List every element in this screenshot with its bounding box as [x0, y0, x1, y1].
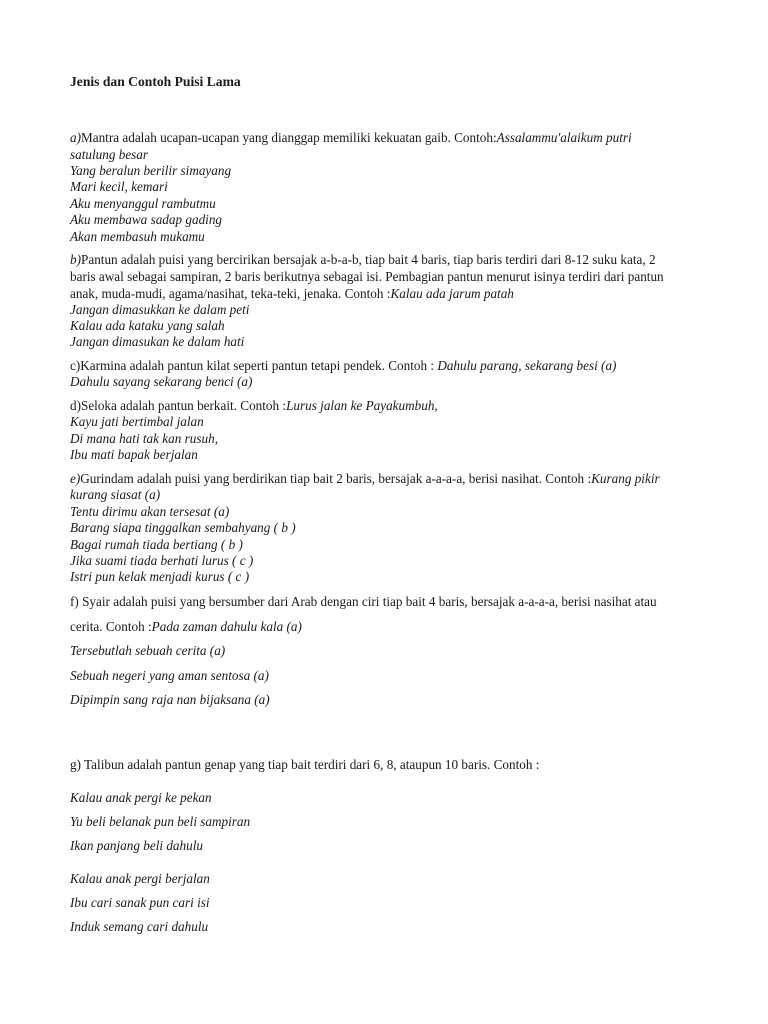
pantun-definition: [70, 252, 710, 268]
pantun-line: Jangan dimasukan ke dalam hati: [70, 334, 245, 349]
mantra-definition: [70, 130, 710, 146]
talibun-definition: g) Talibun adalah pantun genap yang tiap bait terdiri dari 6, 8, ataupun 10 baris. Contoh :: [70, 757, 540, 772]
seloka-line: Kayu jati bertimbal jalan: [70, 414, 204, 429]
karmina-example-start: Dahulu parang, sekarang besi (a): [437, 358, 617, 373]
gurindam-line: Bagai rumah tiada bertiang ( b ): [70, 537, 243, 552]
mantra-line: Akan membasuh mukamu: [70, 229, 205, 244]
talibun-line: Induk semang cari dahulu: [70, 919, 209, 934]
talibun-line: Yu beli belanak pun beli sampiran: [70, 814, 251, 829]
gurindam-definition: e)Gurindam adalah puisi yang berdirikan tiap bait 2 baris, bersajak a-a-a-a, berisi nasihat. Contoh :Kurang pikir: [70, 471, 660, 486]
syair-text-line: cerita. Contoh :Pada zaman dahulu kala (a): [70, 619, 302, 634]
pantun-marker: b): [70, 252, 81, 267]
talibun-line: Ibu cari sanak pun cari isi: [70, 895, 210, 910]
syair-line: Dipimpin sang raja nan bijaksana (a): [70, 692, 270, 707]
mantra-marker: a): [70, 130, 81, 145]
karmina-definition: c)Karmina adalah pantun kilat seperti pantun tetapi pendek. Contoh : Dahulu parang, sekarang besi (a): [70, 358, 617, 373]
mantra-text: Mantra adalah ucapan-ucapan yang dianggap memiliki kekuatan gaib. Contoh:: [81, 130, 497, 145]
pantun-text: Pantun adalah puisi yang bercirikan bersajak a-b-a-b, tiap bait 4 baris, tiap baris terdiri dari 8-12 suku kata, 2: [81, 252, 656, 267]
mantra-line: satulung besar: [70, 147, 149, 162]
mantra-line: Yang beralun berilir simayang: [70, 163, 232, 178]
gurindam-marker: e): [70, 471, 81, 486]
syair-example-start: Pada zaman dahulu kala (a): [151, 619, 302, 634]
gurindam-example-start: Kurang pikir: [591, 471, 660, 486]
syair-definition: f) Syair adalah puisi yang bersumber dari Arab dengan ciri tiap bait 4 baris, bersajak a-a-a-a, berisi nasihat atau: [70, 594, 657, 609]
pantun-text-line: baris awal sebagai sampiran, 2 baris berikutnya sebagai isi. Pembagian pantun menurut isinya terdiri dari pantun: [70, 269, 664, 284]
pantun-line: Kalau ada kataku yang salah: [70, 318, 225, 333]
talibun-line: Ikan panjang beli dahulu: [70, 838, 203, 853]
mantra-line: Mari kecil, kemari: [70, 179, 168, 194]
seloka-definition: d)Seloka adalah pantun berkait. Contoh :Lurus jalan ke Payakumbuh,: [70, 398, 438, 413]
syair-line: Tersebutlah sebuah cerita (a): [70, 643, 226, 658]
pantun-example-start: Kalau ada jarum patah: [390, 286, 514, 301]
pantun-line: Jangan dimasukkan ke dalam peti: [70, 302, 250, 317]
gurindam-line: Tentu dirimu akan tersesat (a): [70, 504, 230, 519]
gurindam-line: kurang siasat (a): [70, 487, 161, 502]
seloka-line: Ibu mati bapak berjalan: [70, 447, 198, 462]
seloka-example-start: Lurus jalan ke Payakumbuh,: [286, 398, 438, 413]
pantun-text-line: anak, muda-mudi, agama/nasihat, teka-teki, jenaka. Contoh :Kalau ada jarum patah: [70, 286, 514, 301]
syair-line: Sebuah negeri yang aman sentosa (a): [70, 668, 269, 683]
gurindam-line: Jika suami tiada berhati lurus ( c ): [70, 553, 254, 568]
gurindam-line: Barang siapa tinggalkan sembahyang ( b ): [70, 520, 296, 535]
talibun-line: Kalau anak pergi berjalan: [70, 871, 210, 886]
karmina-line: Dahulu sayang sekarang benci (a): [70, 374, 253, 389]
talibun-line: Kalau anak pergi ke pekan: [70, 790, 212, 805]
mantra-line: Aku membawa sadap gading: [70, 212, 223, 227]
mantra-line: Aku menyanggul rambutmu: [70, 196, 216, 211]
seloka-line: Di mana hati tak kan rusuh,: [70, 431, 218, 446]
gurindam-line: Istri pun kelak menjadi kurus ( c ): [70, 569, 250, 584]
mantra-example-start: Assalammu'alaikum putri: [496, 130, 632, 145]
page-title: Jenis dan Contoh Puisi Lama: [70, 74, 241, 89]
